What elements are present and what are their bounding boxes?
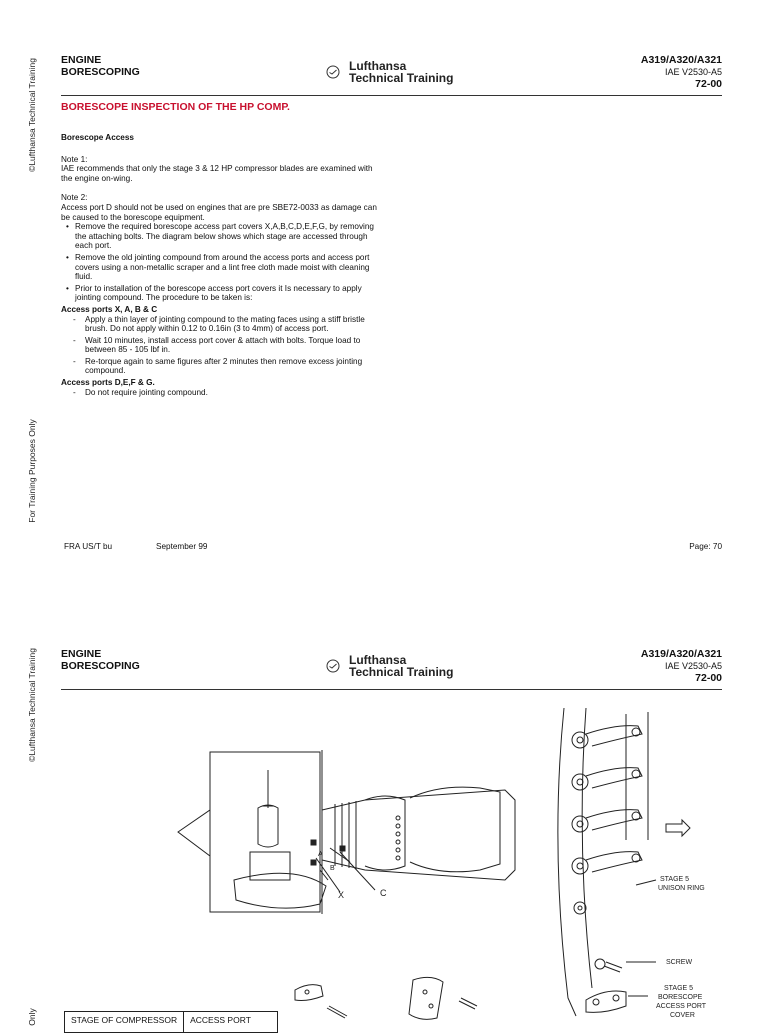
list-item: - Wait 10 minutes, install access port cover & attach with bolts. Torque load to between 85 - 105 lbf in. bbox=[85, 336, 377, 355]
lufthansa-logo-2 bbox=[326, 654, 453, 678]
footer-date: September 99 bbox=[156, 542, 208, 551]
list-item: - Do not require jointing compound. bbox=[85, 388, 377, 398]
side-copyright-1: ©Lufthansa Technical Training bbox=[27, 58, 37, 172]
header-borescoping: BORESCOPING bbox=[61, 660, 140, 672]
cover-icon bbox=[586, 991, 626, 1012]
header-engine: ENGINE bbox=[61, 54, 102, 66]
rivet-row bbox=[396, 816, 400, 860]
lufthansa-logo bbox=[326, 60, 453, 84]
label-unison-ring: UNISON RING bbox=[658, 885, 705, 892]
list-item: • Remove the required borescope access part covers X,A,B,C,D,E,F,G, by removing the attaching bolts. The diagram below shows which stage are accessed through each port. bbox=[75, 222, 377, 251]
header-engine-type: IAE V2530-A5 bbox=[664, 661, 722, 671]
label-a: A bbox=[318, 851, 323, 858]
header-rule-2 bbox=[61, 689, 722, 690]
procedure-list bbox=[61, 222, 377, 303]
footer-left: FRA US/T bu bbox=[64, 542, 113, 551]
note2-label: Note 2: bbox=[61, 193, 88, 203]
header-ata: 72-00 bbox=[695, 78, 722, 90]
label-screw: SCREW bbox=[666, 959, 693, 966]
list-item: • Remove the old jointing compound from around the access ports and access port covers using a non-metallic scraper and a lint free cloth made moist with cleaning fluid. bbox=[75, 253, 377, 282]
header-aircraft: A319/A320/A321 bbox=[640, 648, 722, 660]
bolt-icon bbox=[295, 985, 347, 1018]
header-left bbox=[61, 54, 140, 78]
page1-body bbox=[61, 133, 377, 399]
logo-lufthansa: Lufthansa bbox=[349, 653, 407, 667]
header-engine: ENGINE bbox=[61, 648, 102, 660]
side-copyright-2: ©Lufthansa Technical Training bbox=[27, 648, 37, 762]
list-item: • Prior to installation of the borescope access port covers it Is necessary to apply jointing compound. The procedure to be taken is: bbox=[75, 284, 377, 303]
screw-icon bbox=[595, 959, 622, 972]
footer-page: Page: 70 bbox=[689, 542, 722, 551]
label-c: C bbox=[380, 888, 387, 898]
unison-ring-diagram bbox=[556, 700, 746, 1024]
ports1-heading: Access ports X, A, B & C bbox=[61, 304, 158, 314]
header-borescoping: BORESCOPING bbox=[61, 66, 140, 78]
cover-plate-icon bbox=[409, 977, 477, 1019]
side-only-2: Only bbox=[27, 1008, 37, 1026]
list-item: - Apply a thin layer of jointing compound to the mating faces using a stiff bristle brush. Do not apply within 0.12 to 0.16in (3 to 4mm) of access port. bbox=[85, 315, 377, 334]
header-right bbox=[641, 54, 722, 90]
table-header-stage: STAGE OF COMPRESSOR bbox=[65, 1012, 184, 1032]
crane-icon bbox=[326, 659, 340, 673]
port-covers-diagram bbox=[285, 968, 515, 1024]
header-engine-type: IAE V2530-A5 bbox=[664, 67, 722, 77]
label-cover-access: ACCESS PORT bbox=[656, 1003, 707, 1010]
label-cover: COVER bbox=[670, 1012, 695, 1019]
fwd-arrow-icon bbox=[666, 820, 690, 836]
logo-technical-training: Technical Training bbox=[349, 665, 454, 679]
side-training-1: For Training Purposes Only bbox=[27, 419, 37, 523]
note1-label: Note 1: bbox=[61, 154, 88, 164]
note1-text: IAE recommends that only the stage 3 & 12 HP compressor blades are examined with the engine on-wing. bbox=[61, 164, 373, 183]
label-x: X bbox=[338, 890, 345, 900]
ports2-heading: Access ports D,E,F & G. bbox=[61, 378, 155, 388]
header-aircraft: A319/A320/A321 bbox=[640, 54, 722, 66]
list-item: - Re-torque again to same figures after 2 minutes then remove excess jointing compound. bbox=[85, 357, 377, 376]
ports1-steps bbox=[61, 315, 377, 377]
engine-diagram bbox=[170, 730, 540, 920]
label-stage5: STAGE 5 bbox=[660, 876, 690, 883]
logo-technical-training: Technical Training bbox=[349, 71, 454, 85]
header-rule bbox=[61, 95, 722, 96]
label-cover-borescope: BORESCOPE bbox=[658, 994, 703, 1001]
note2-text: Access port D should not be used on engines that are pre SBE72-0033 as damage can be caused to the borescope equipment. bbox=[61, 202, 377, 222]
ports2-steps bbox=[61, 388, 377, 398]
page-title: BORESCOPE INSPECTION OF THE HP COMP. bbox=[61, 101, 290, 113]
label-cover-stage5: STAGE 5 bbox=[664, 985, 694, 992]
table-header-port: ACCESS PORT bbox=[190, 1015, 251, 1025]
logo-lufthansa: Lufthansa bbox=[349, 59, 407, 73]
header-ata: 72-00 bbox=[695, 672, 722, 684]
header-left-2 bbox=[61, 648, 140, 672]
subtitle: Borescope Access bbox=[61, 133, 134, 142]
label-b: B bbox=[330, 865, 335, 872]
stage-port-table bbox=[64, 1011, 278, 1033]
header-right-2 bbox=[641, 648, 722, 684]
crane-icon bbox=[326, 65, 340, 79]
